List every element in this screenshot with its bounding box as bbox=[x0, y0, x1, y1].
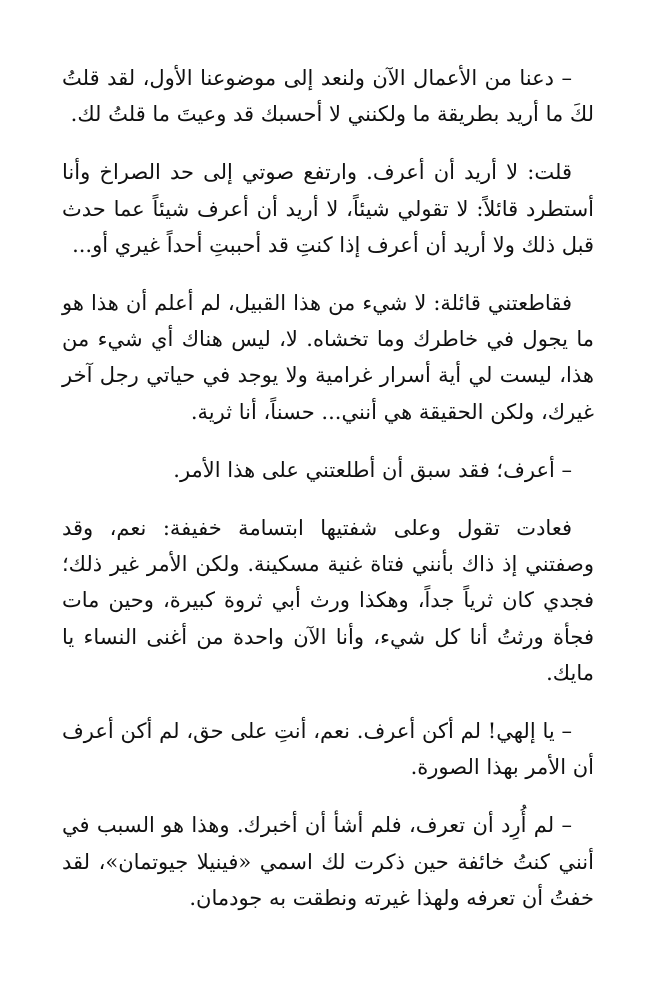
paragraph-6: – يا إلهي! لم أكن أعرف. نعم، أنتِ على حق، لم أكن أعرف أن الأمر بهذا الصورة. bbox=[62, 719, 594, 780]
paragraph-5: فعادت تقول وعلى شفتيها ابتسامة خفيفة: نعم، وقد وصفتني إذ ذاك بأنني فتاة غنية مسكينة. ولكن الأمر غير ذلك؛ فجدي كان ثرياً جداً، وهكذا ورث أبي ثروة كبيرة، وحين مات فجأة ورثتُ أنا كل شيء، وأنا الآن واحدة من أغنى النساء يا مايك. bbox=[62, 516, 594, 685]
paragraph-3: فقاطعتني قائلة: لا شيء من هذا القبيل، لم أعلم أن هذا هو ما يجول في خاطرك وما تخشاه. لا، ليس هناك أي شيء من هذا، ليست لي أية أسرار غرامية ولا يوجد في حياتي رجل آخر غيرك، ولكن الحقيقة هي أنني... حسناً، أنا ثرية. bbox=[62, 291, 594, 424]
paragraph-7: – لم أُرِد أن تعرف، فلم أشأ أن أخبرك. وهذا هو السبب في أنني كنتُ خائفة حين ذكرت لك اسمي «فينيلا جيوتمان»، لقد خفتُ أن تعرفه ولهذا غيرته ونطقت به جودمان. bbox=[62, 813, 594, 910]
paragraph-1: – دعنا من الأعمال الآن ولنعد إلى موضوعنا الأول، لقد قلتُ لكَ ما أريد بطريقة ما ولكنني لا أحسبك قد وعيتَ ما قلتُ لك. bbox=[62, 66, 594, 127]
paragraph-2: قلت: لا أريد أن أعرف. وارتفع صوتي إلى حد الصراخ وأنا أستطرد قائلاً: لا تقولي شيئاً، لا أريد أن أعرف شيئاً عما حدث قبل ذلك ولا أريد أن أعرف إذا كنتِ قد أحببتِ أحداً غيري أو... bbox=[62, 160, 594, 257]
paragraph-4: – أعرف؛ فقد سبق أن أطلعتني على هذا الأمر. bbox=[173, 457, 572, 482]
book-page bbox=[62, 60, 594, 938]
